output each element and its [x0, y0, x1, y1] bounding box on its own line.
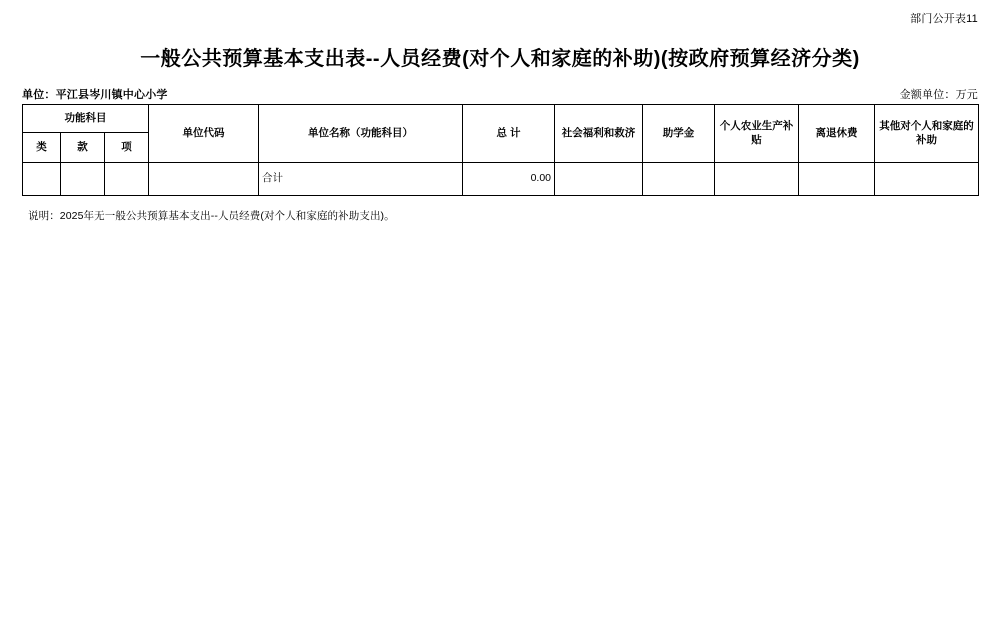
meta-row [22, 86, 978, 102]
header-agri-production-subsidy: 个人农业生产补贴 [715, 105, 799, 163]
header-unit-code: 单位代码 [149, 105, 259, 163]
header-xiang: 项 [105, 133, 149, 163]
header-social-welfare: 社会福利和救济 [555, 105, 643, 163]
document-code: 部门公开表11 [910, 13, 978, 25]
page-title: 一般公共预算基本支出表--人员经费(对个人和家庭的补助)(按政府预算经济分类) [140, 48, 860, 70]
unit-label: 单位：平江县岑川镇中心小学 [22, 89, 168, 101]
cell-scholarship [643, 163, 715, 196]
budget-table [22, 104, 979, 196]
header-kuan: 款 [61, 133, 105, 163]
cell-xiang [105, 163, 149, 196]
cell-other-personal-family-subsidy [875, 163, 979, 196]
header-unit-name: 单位名称（功能科目） [259, 105, 463, 163]
cell-kuan [61, 163, 105, 196]
table-header-group-row [23, 105, 979, 133]
cell-total: 0.00 [463, 163, 555, 196]
header-function-subject: 功能科目 [23, 105, 149, 133]
header-other-personal-family-subsidy: 其他对个人和家庭的补助 [875, 105, 979, 163]
header-retirement: 离退休费 [799, 105, 875, 163]
header-lei: 类 [23, 133, 61, 163]
cell-agri-production-subsidy [715, 163, 799, 196]
amount-unit-label: 金额单位：万元 [899, 89, 978, 101]
cell-lei [23, 163, 61, 196]
cell-retirement [799, 163, 875, 196]
header-scholarship: 助学金 [643, 105, 715, 163]
cell-unit-code [149, 163, 259, 196]
table-note: 说明：2025年无一般公共预算基本支出--人员经费(对个人和家庭的补助支出)。 [28, 210, 395, 222]
cell-unit-name: 合计 [259, 163, 463, 196]
header-total: 总 计 [463, 105, 555, 163]
cell-social-welfare [555, 163, 643, 196]
table-row [23, 163, 979, 196]
